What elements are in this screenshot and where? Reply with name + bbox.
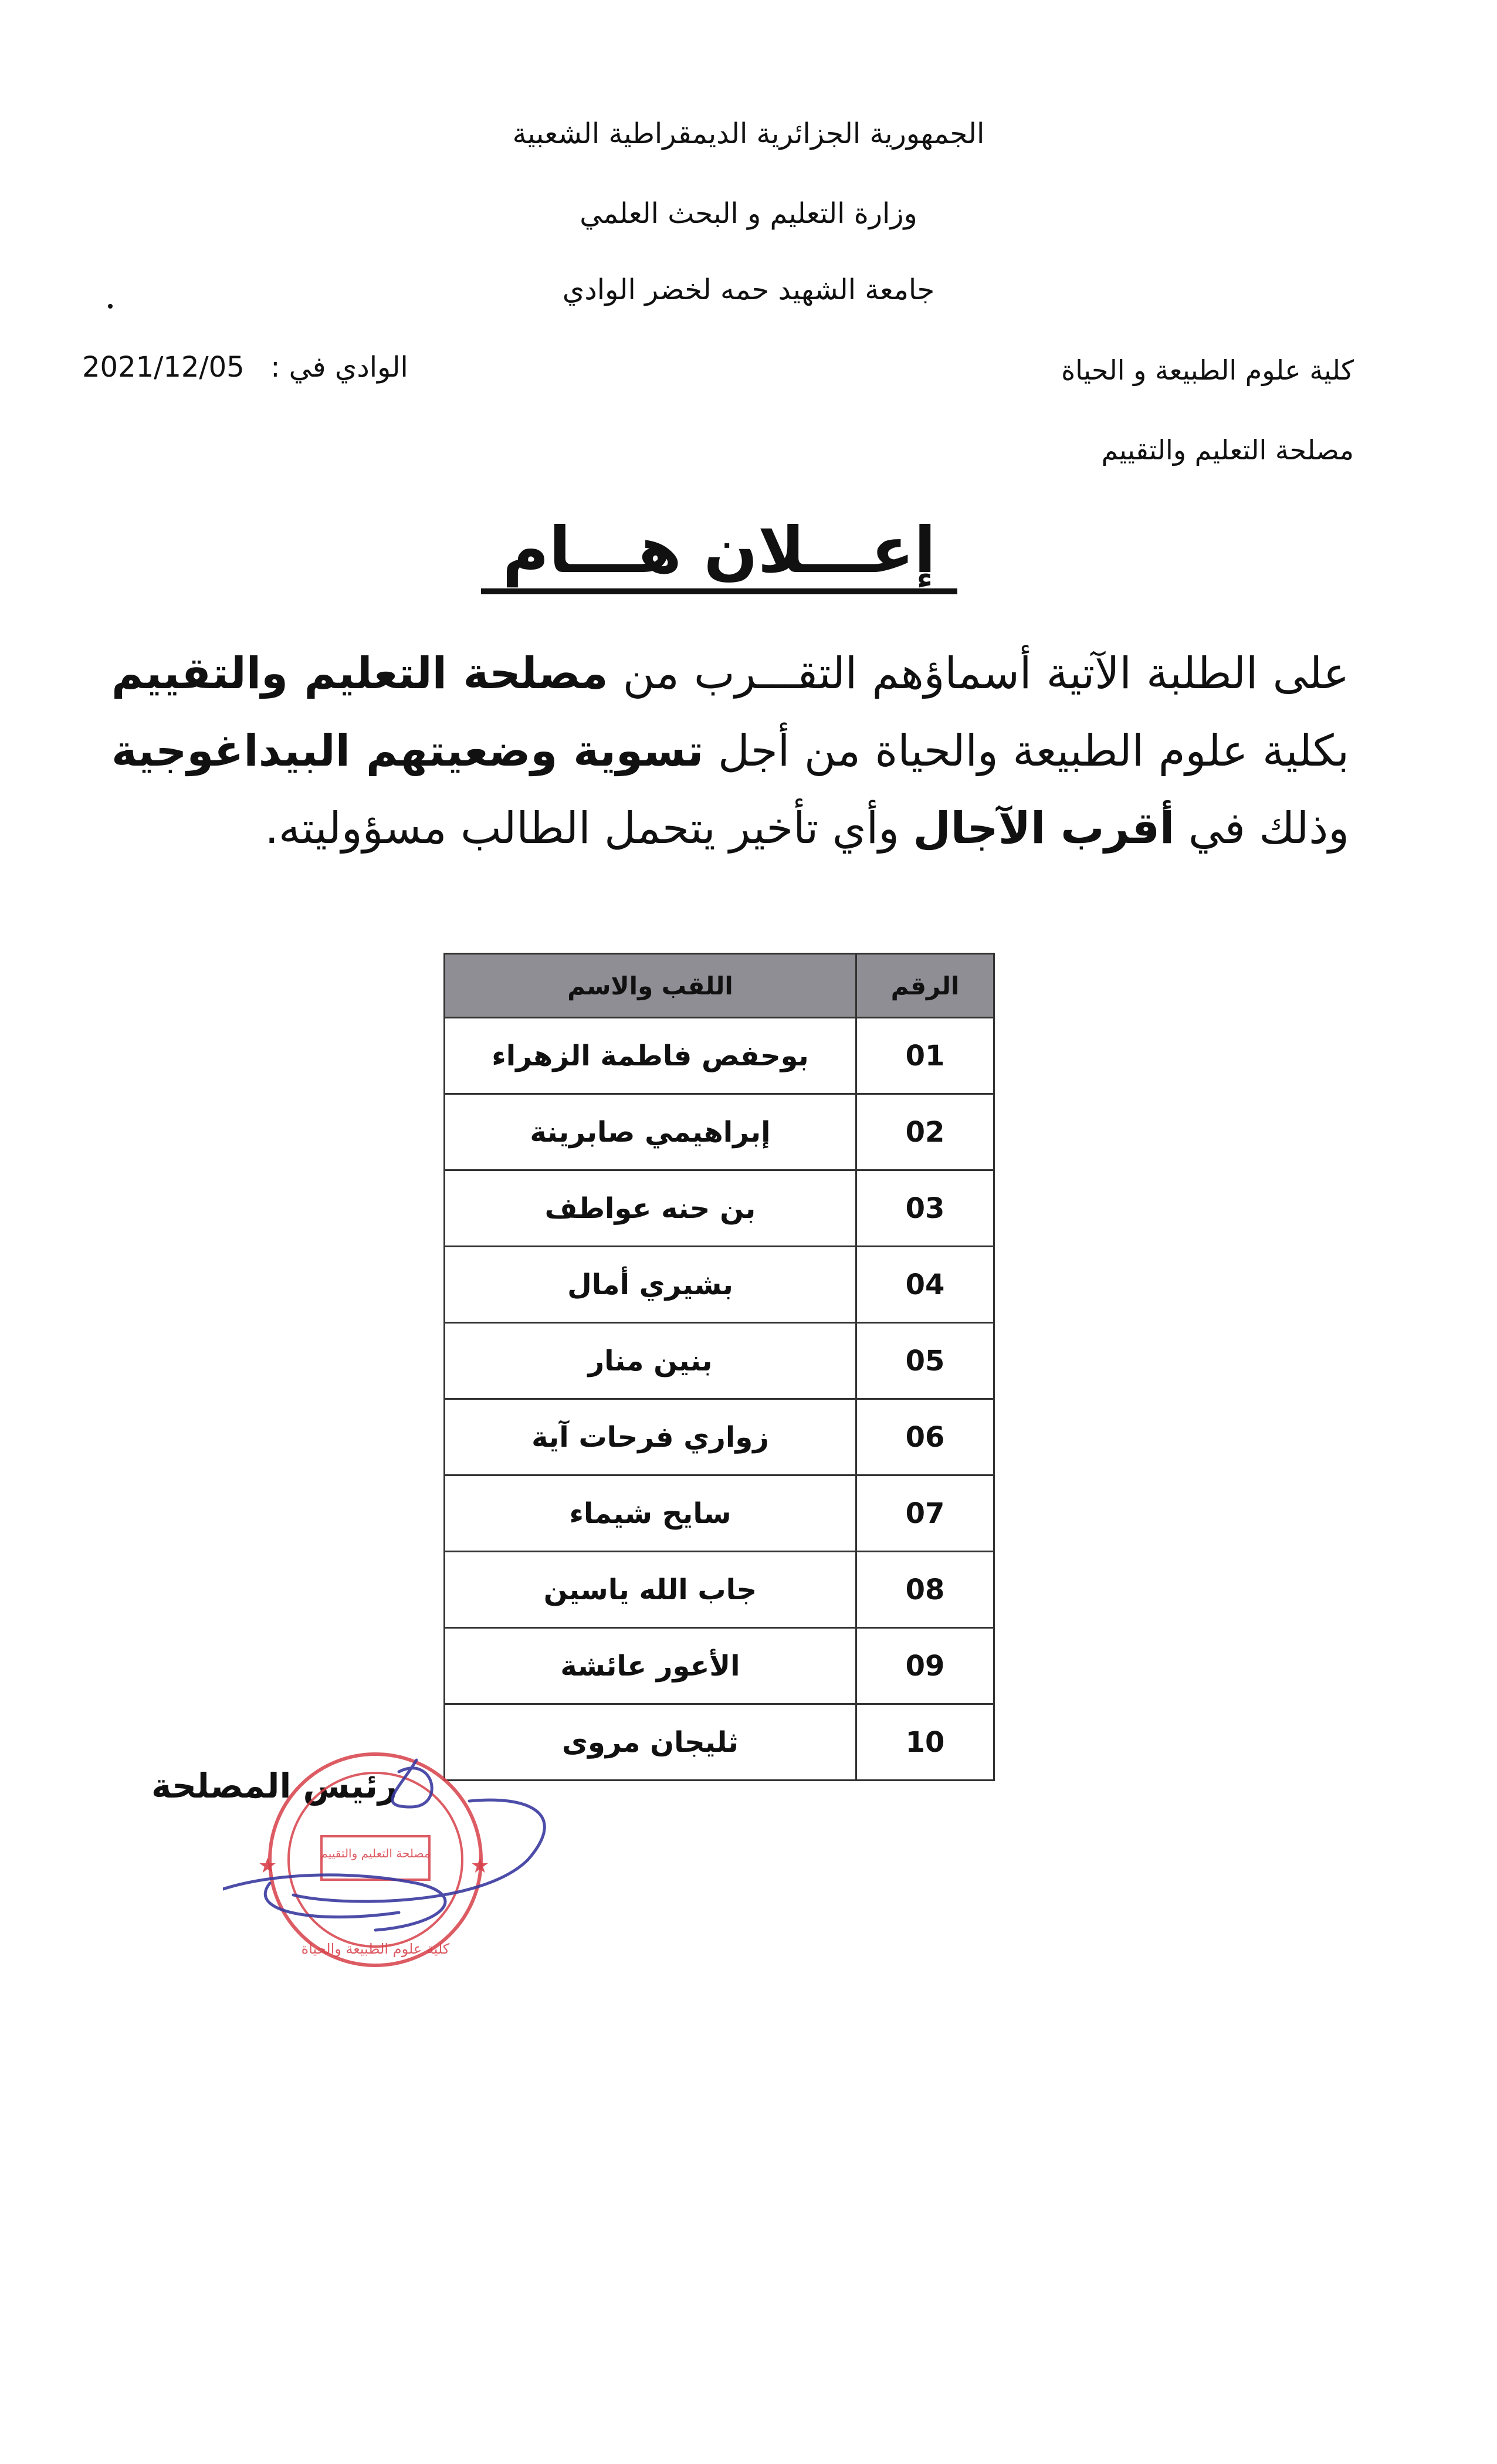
- row-name-cell: ثليجان مروى: [445, 1704, 856, 1781]
- body-text-4: وأي تأخير يتحمل الطالب مسؤوليته.: [265, 803, 913, 854]
- place-date-label: الوادي في :: [270, 351, 408, 384]
- table-row: [445, 1399, 994, 1475]
- row-number-cell: 02: [856, 1094, 994, 1170]
- row-name-cell: بوحفص فاطمة الزهراء: [445, 1018, 856, 1094]
- table-row: [445, 1170, 994, 1247]
- place-date: [82, 351, 408, 384]
- svg-text:★: ★: [258, 1854, 277, 1878]
- body-bold-deadline: أقرب الآجال: [913, 803, 1175, 854]
- header-ministry: وزارة التعليم و البحث العلمي: [580, 197, 917, 230]
- stamp-text-top: مصلحة التعليم والتقييم: [320, 1846, 431, 1860]
- table-header-row: [445, 954, 994, 1018]
- table-row: [445, 1475, 994, 1552]
- date-value: 2021/12/05: [82, 351, 245, 384]
- row-number-cell: 06: [856, 1399, 994, 1475]
- row-number-cell: 07: [856, 1475, 994, 1552]
- header-university: جامعة الشهيد حمه لخضر الوادي: [562, 273, 935, 306]
- table-row: [445, 1018, 994, 1094]
- faculty-name: كلية علوم الطبيعة و الحياة: [1061, 354, 1354, 386]
- row-name-cell: إبراهيمي صابرينة: [445, 1094, 856, 1170]
- row-name-cell: سايح شيماء: [445, 1475, 856, 1552]
- announcement-title: إعـــلان هـــام: [481, 516, 957, 594]
- row-name-cell: زواري فرحات آية: [445, 1399, 856, 1475]
- svg-text:★: ★: [470, 1854, 490, 1878]
- table-row: [445, 1628, 994, 1704]
- row-number-cell: 05: [856, 1323, 994, 1399]
- official-stamp: [223, 1719, 598, 2024]
- row-number-cell: 08: [856, 1552, 994, 1628]
- column-header-name: اللقب والاسم: [445, 954, 856, 1018]
- column-header-number: الرقم: [856, 954, 994, 1018]
- row-name-cell: بن حنه عواطف: [445, 1170, 856, 1247]
- row-name-cell: بنين منار: [445, 1323, 856, 1399]
- table-row: [445, 1552, 994, 1628]
- stamp-text-bottom: كلية علوم الطبيعة والحياة: [301, 1941, 450, 1957]
- body-text-3: وذلك في: [1174, 803, 1349, 854]
- header-republic: الجمهورية الجزائرية الديمقراطية الشعبية: [512, 117, 985, 150]
- row-number-cell: 09: [856, 1628, 994, 1704]
- signature-label: رئيس المصلحة: [151, 1766, 398, 1806]
- students-table: [443, 953, 995, 1781]
- row-name-cell: جاب الله ياسين: [445, 1552, 856, 1628]
- stray-dot: [108, 304, 113, 309]
- announcement-body: [111, 635, 1349, 867]
- row-number-cell: 10: [856, 1704, 994, 1781]
- row-number-cell: 04: [856, 1247, 994, 1323]
- body-bold-regularize: تسوية وضعيتهم البيداغوجية: [111, 726, 704, 776]
- department-name: مصلحة التعليم والتقييم: [1101, 434, 1354, 466]
- row-name-cell: الأعور عائشة: [445, 1628, 856, 1704]
- body-text-1: على الطلبة الآتية أسماؤهم التقـــرب من: [608, 648, 1349, 699]
- table-row: [445, 1094, 994, 1170]
- row-number-cell: 01: [856, 1018, 994, 1094]
- body-bold-department: مصلحة التعليم والتقييم: [111, 648, 608, 699]
- body-text-2: بكلية علوم الطبيعة والحياة من أجل: [703, 726, 1349, 776]
- table-row: [445, 1323, 994, 1399]
- row-name-cell: بشيري أمال: [445, 1247, 856, 1323]
- row-number-cell: 03: [856, 1170, 994, 1247]
- table-row: [445, 1247, 994, 1323]
